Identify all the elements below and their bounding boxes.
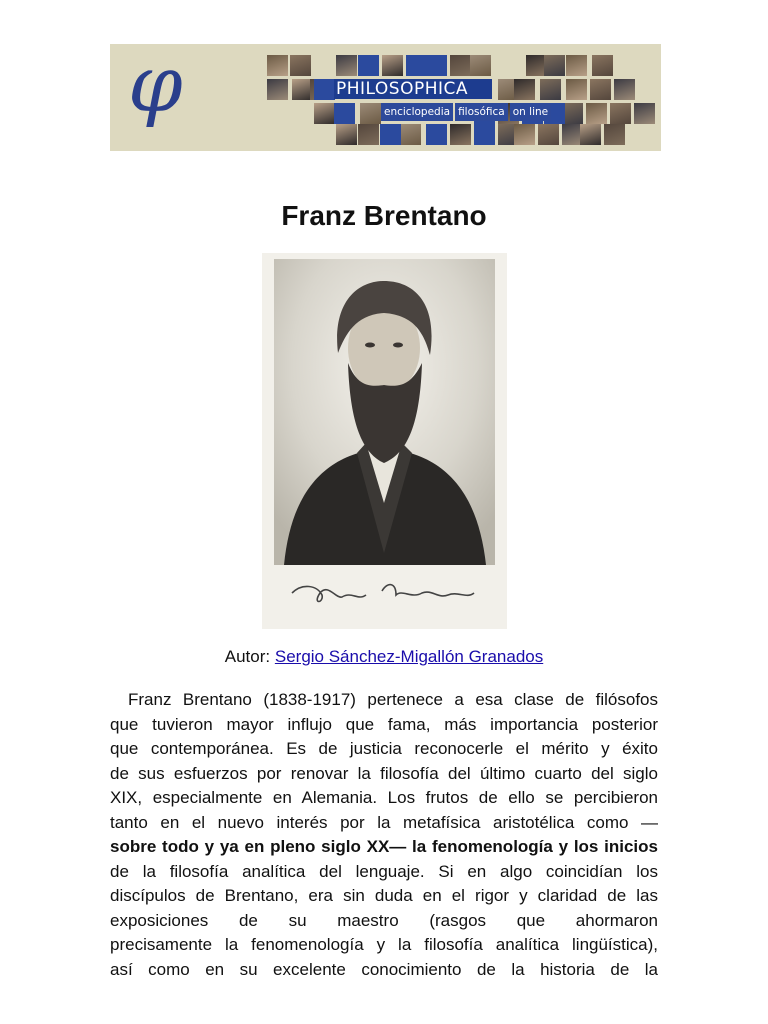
body-line: XIX, especialmente en Alemania. Los frutos de ello se percibieron [110,788,658,807]
philosopher-thumbnail-icon [604,124,625,145]
philosopher-thumbnail-icon [336,55,357,76]
portrait-image [262,253,507,629]
philosopher-thumbnail-icon [314,103,335,124]
body-line: precisamente la fenomenología y la filosofía analítica lingüística), [110,935,658,954]
banner-blue-square [380,124,401,145]
tagline-word: filosófica [455,103,508,121]
philosopher-thumbnail-icon [450,124,471,145]
philosopher-thumbnail-icon [610,103,631,124]
philosopher-thumbnail-icon [540,79,561,100]
philosopher-thumbnail-icon [562,103,583,124]
philosopher-thumbnail-icon [400,124,421,145]
philosopher-thumbnail-icon [470,55,491,76]
philosopher-thumbnail-icon [267,79,288,100]
philosopher-thumbnail-icon [360,103,381,124]
body-line: que contemporánea. Es de justicia reconocerle el mérito y éxito [110,739,658,758]
banner-blue-square [426,55,447,76]
brand-name: PHILOSOPHICA [334,79,492,99]
philosopher-thumbnail-icon [267,55,288,76]
banner-blue-square [358,55,379,76]
body-line: de sus esfuerzos por renovar la filosofía del último cuarto del siglo [110,763,658,783]
banner-blue-square [314,79,335,100]
philosopher-thumbnail-icon [382,55,403,76]
site-tagline [381,103,553,121]
body-line: Franz Brentano (1838-1917) pertenece a esa clase de filósofos [128,690,658,709]
author-line [0,647,768,667]
philosopher-thumbnail-icon [358,124,379,145]
body-line: sobre todo y ya en pleno siglo XX— la fenomenología y los inicios [110,837,658,856]
philosopher-thumbnail-icon [544,55,565,76]
philosopher-thumbnail-icon [590,79,611,100]
philosopher-thumbnail-icon [566,55,587,76]
philosopher-thumbnail-icon [566,79,587,100]
philosopher-thumbnail-icon [450,55,471,76]
banner-blue-square [474,124,495,145]
brentano-portrait-icon [262,253,507,629]
banner-blue-square [406,55,427,76]
philosopher-thumbnail-icon [614,79,635,100]
philosopher-thumbnail-icon [538,124,559,145]
body-line: exposiciones de su maestro (rasgos que ahormaron [110,910,658,930]
banner-blue-square [334,103,355,124]
philosopher-thumbnail-icon [290,55,311,76]
philosopher-thumbnail-icon [634,103,655,124]
body-line: discípulos de Brentano, era sin duda en el rigor y claridad de las [110,886,658,905]
body-line: tanto en el nuevo interés por la metafísica aristotélica como — [110,812,658,832]
body-line: de la filosofía analítica del lenguaje. Si en algo coincidían los [110,861,658,881]
philosopher-thumbnail-icon [336,124,357,145]
tagline-word: enciclopedia [381,103,453,121]
body-line: así como en su excelente conocimiento de la historia de la [110,959,658,979]
article-body [110,688,658,982]
banner-blue-square [426,124,447,145]
phi-logo-icon: φ [128,44,183,130]
site-banner[interactable] [110,44,661,151]
philosopher-thumbnail-icon [580,124,601,145]
philosopher-thumbnail-icon [592,55,613,76]
page-title: Franz Brentano [281,200,487,231]
philosopher-thumbnail-icon [514,79,535,100]
tagline-word: on line [510,103,551,121]
body-line: que tuvieron mayor influjo que fama, más importancia posterior [110,714,658,734]
author-label: Autor: [224,647,271,666]
author-link[interactable]: Sergio Sánchez-Migallón Granados [274,647,544,666]
philosopher-thumbnail-icon [514,124,535,145]
philosopher-thumbnail-icon [586,103,607,124]
